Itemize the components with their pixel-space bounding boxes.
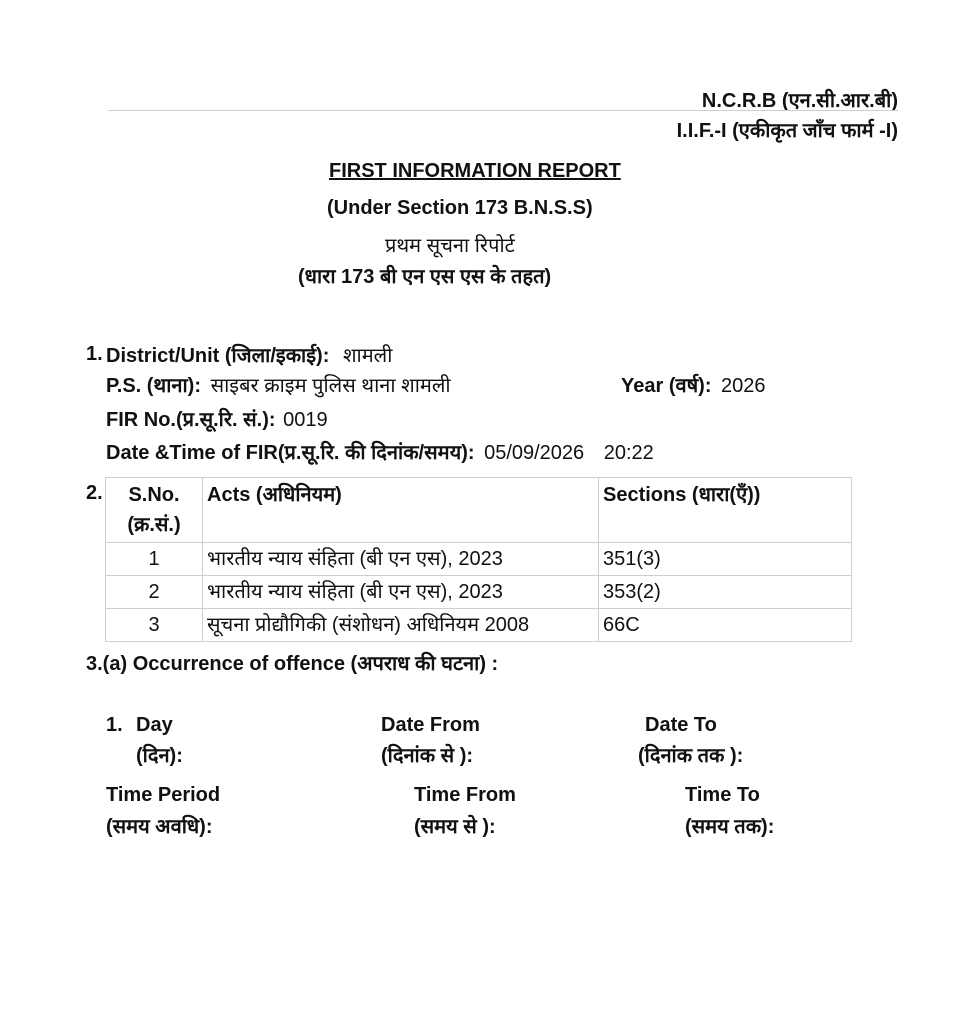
row-section: 66C — [599, 609, 852, 642]
fir-datetime-label: Date &Time of FIR(प्र.सू.रि. की दिनांक/समय): — [106, 442, 475, 464]
fir-row — [106, 405, 328, 432]
section3-heading — [86, 649, 498, 676]
row-sno: 2 — [106, 576, 203, 609]
report-title: FIRST INFORMATION REPORT — [329, 160, 621, 182]
fir-label: FIR No.(प्र.सू.रि. सं.): — [106, 409, 276, 431]
header-sno: S.No. (क्र.सं.) — [106, 478, 203, 543]
header-sections: Sections (धारा(एँ)) — [599, 478, 852, 543]
table-row — [106, 576, 852, 609]
ps-value: साइबर क्राइम पुलिस थाना शामली — [210, 375, 451, 397]
fir-datetime-row — [106, 438, 654, 465]
acts-table-header — [106, 478, 852, 543]
fir-time-value: 20:22 — [603, 442, 654, 464]
header-acts: Acts (अधिनियम) — [203, 478, 599, 543]
row-act: भारतीय न्याय संहिता (बी एन एस), 2023 — [203, 543, 599, 576]
date-to-label: Date To — [645, 714, 717, 736]
time-from-label-hindi: (समय से ): — [414, 816, 496, 838]
year-label: Year (वर्ष): — [621, 375, 712, 397]
fir-value: 0019 — [283, 409, 328, 431]
time-to-label-hindi: (समय तक): — [685, 816, 775, 838]
district-value: शामली — [342, 345, 393, 367]
report-title-hindi: प्रथम सूचना रिपोर्ट — [385, 235, 515, 257]
year-row — [621, 371, 766, 398]
ps-row — [106, 371, 451, 398]
table-row — [106, 543, 852, 576]
row-sno: 3 — [106, 609, 203, 642]
header-divider — [108, 110, 898, 111]
ps-label: P.S. (थाना): — [106, 375, 201, 397]
section2-number: 2. — [86, 482, 103, 504]
row-section: 353(2) — [599, 576, 852, 609]
time-period-label-hindi: (समय अवधि): — [106, 816, 213, 838]
section1-number: 1. — [86, 343, 103, 365]
year-value: 2026 — [721, 375, 766, 397]
fir-date-value: 05/09/2026 — [484, 442, 585, 464]
row-act: सूचना प्रोद्यौगिकी (संशोधन) अधिनियम 2008 — [203, 609, 599, 642]
acts-table — [105, 477, 852, 642]
district-row — [106, 341, 392, 368]
date-from-label-hindi: (दिनांक से ): — [381, 745, 474, 767]
report-subtitle-hindi: (धारा 173 बी एन एस एस के तहत) — [298, 266, 552, 288]
day-label: Day — [136, 714, 173, 736]
time-from-label: Time From — [414, 784, 516, 806]
date-to-label-hindi: (दिनांक तक ): — [638, 745, 744, 767]
item1-number: 1. — [106, 714, 123, 736]
row-section: 351(3) — [599, 543, 852, 576]
ncrb-header: N.C.R.B (एन.सी.आर.बी) — [701, 90, 898, 112]
row-act: भारतीय न्याय संहिता (बी एन एस), 2023 — [203, 576, 599, 609]
time-period-label: Time Period — [106, 784, 221, 806]
table-row — [106, 609, 852, 642]
time-to-label: Time To — [685, 784, 760, 806]
row-sno: 1 — [106, 543, 203, 576]
section3-number: 3.(a) — [86, 653, 128, 675]
date-from-label: Date From — [381, 714, 480, 736]
report-subtitle: (Under Section 173 B.N.S.S) — [327, 197, 593, 219]
day-label-hindi: (दिन): — [136, 745, 183, 767]
district-label: District/Unit (जिला/इकाई): — [106, 345, 330, 367]
iif-header: I.I.F.-I (एकीकृत जाँच फार्म -I) — [676, 120, 898, 142]
occurrence-heading: Occurrence of offence (अपराध की घटना) : — [132, 653, 499, 675]
